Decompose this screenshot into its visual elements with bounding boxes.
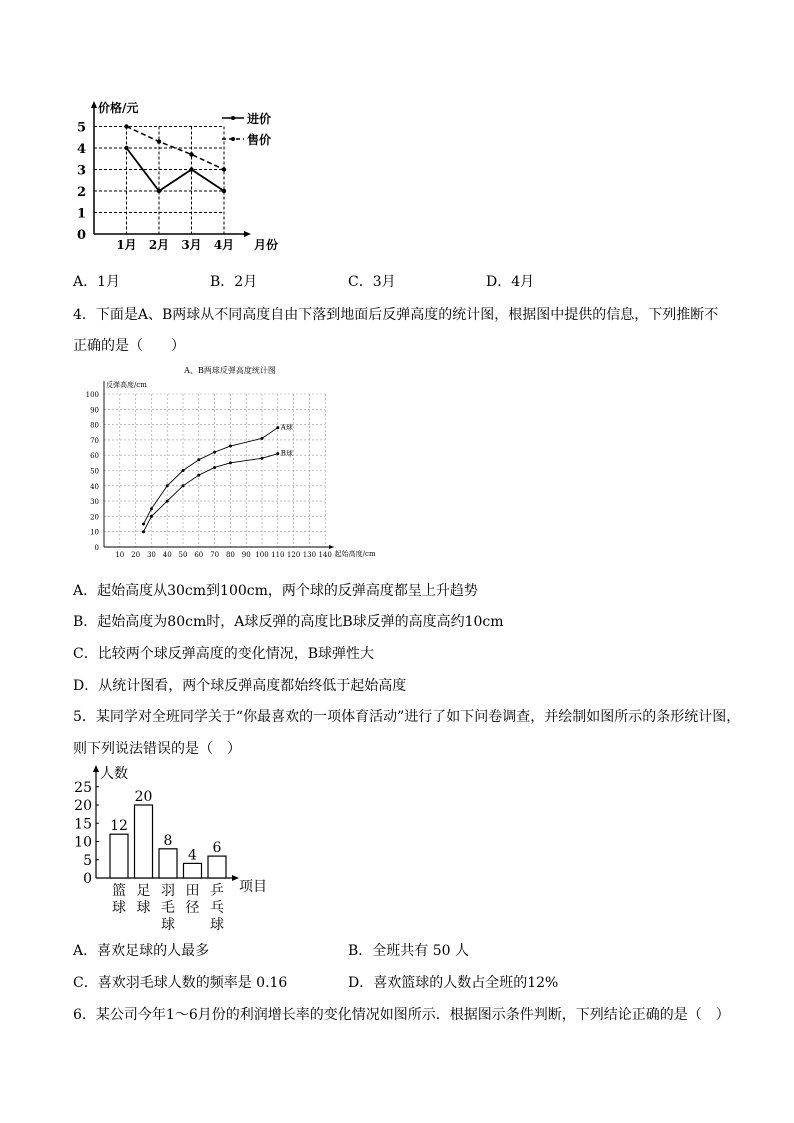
- y-tick-label: 70: [90, 436, 99, 445]
- y-tick-label: 10: [74, 834, 92, 851]
- category-label-char: 毛: [161, 900, 175, 916]
- data-point: [189, 167, 193, 171]
- bar-value-label: 4: [188, 847, 197, 864]
- category-label-char: 篮: [112, 883, 126, 899]
- data-point: [197, 458, 200, 461]
- y-tick-label: 0: [83, 871, 92, 887]
- x-axis-label: 起始高度/cm: [334, 550, 376, 558]
- legend-label-1: 售价: [247, 133, 272, 147]
- category-label-char: 球: [136, 900, 151, 916]
- y-tick-label: 0: [94, 544, 99, 552]
- x-tick-label: 70: [210, 551, 220, 559]
- bar-value-label: 12: [110, 818, 128, 835]
- bar: [110, 834, 128, 878]
- data-point: [261, 437, 264, 440]
- q3-option-c: C．3月: [348, 274, 396, 290]
- y-axis-arrow: [91, 101, 97, 108]
- y-tick-label: 1: [76, 206, 86, 222]
- q5-option-a: A．喜欢足球的人最多: [73, 943, 210, 959]
- bar: [184, 863, 202, 878]
- y-tick-label: 20: [90, 513, 99, 522]
- category-label-char: 田: [185, 883, 200, 899]
- price-line-chart: [70, 96, 290, 260]
- q4-option-a: A．起始高度从30cm到100cm，两个球的反弹高度都呈上升趋势: [73, 583, 478, 599]
- data-point: [213, 466, 216, 469]
- data-point: [222, 189, 226, 193]
- x-axis-arrow: [244, 231, 251, 237]
- y-tick-label: 10: [90, 528, 99, 537]
- data-point: [189, 152, 193, 156]
- legend-label-0: 进价: [247, 112, 272, 126]
- category-label-char: 径: [185, 900, 200, 916]
- y-tick-label: 2: [76, 185, 86, 200]
- q5-option-b: B．全班共有 50 人: [348, 943, 470, 959]
- data-point: [166, 500, 169, 503]
- y-tick-label: 90: [90, 406, 99, 415]
- legend-marker-1: [231, 137, 235, 141]
- y-tick-label: 30: [90, 498, 99, 507]
- q6-stem: 6．某公司今年1～6月份的利润增长率的变化情况如图所示．根据图示条件判断，下列结论正确的是（ ）: [73, 1007, 730, 1023]
- q4-option-d: D．从统计图看，两个球反弹高度都始终低于起始高度: [73, 678, 407, 694]
- category-label-char: 乒: [210, 883, 224, 899]
- x-tick-label: 140: [318, 551, 332, 559]
- x-tick-label: 2月: [148, 238, 170, 252]
- series-label-1: B球: [280, 449, 293, 458]
- x-tick-label: 130: [302, 551, 317, 559]
- q4-option-b: B．起始高度为80cm时，A球反弹的高度比B球反弹的高度高约10cm: [73, 614, 504, 630]
- x-tick-label: 110: [271, 551, 285, 559]
- q5-stem-line2: 则下列说法错误的是（ ）: [73, 741, 241, 757]
- data-point: [222, 167, 226, 171]
- category-label-char: 乓: [210, 900, 224, 916]
- y-tick-label: 4: [76, 142, 86, 157]
- bar: [159, 849, 177, 878]
- category-label-char: 球: [210, 917, 224, 932]
- bar-value-label: 6: [212, 840, 222, 857]
- data-point: [276, 452, 279, 455]
- series-line-0: [144, 428, 278, 524]
- data-point: [150, 515, 153, 518]
- x-tick-label: 120: [286, 551, 301, 559]
- x-axis-arrow: [232, 875, 239, 881]
- y-tick-label: 5: [83, 852, 92, 869]
- x-tick-label: 90: [241, 551, 251, 559]
- y-tick-label: 3: [76, 163, 86, 179]
- chart-title: A、B两球反弹高度统计图: [184, 366, 276, 375]
- x-tick-label: 1月: [116, 238, 137, 252]
- data-point: [276, 426, 279, 429]
- y-axis-arrow: [93, 765, 99, 772]
- q4-stem-line1: 4．下面是A、B两球从不同高度自由下落到地面后反弹高度的统计图，根据图中提供的信息，下列推断不: [73, 307, 719, 323]
- category-label-char: 球: [112, 900, 126, 916]
- y-tick-label: 40: [90, 482, 99, 491]
- q3-option-b: B．2月: [210, 274, 258, 290]
- bar-value-label: 20: [134, 789, 153, 805]
- y-tick-label: 60: [90, 452, 99, 461]
- q5-option-d: D．喜欢篮球的人数占全班的12%: [348, 975, 559, 991]
- bar: [208, 856, 226, 878]
- x-tick-label: 50: [178, 551, 188, 559]
- data-point: [150, 507, 153, 510]
- bar: [135, 805, 153, 878]
- q5-stem-line1: 5．某同学对全班同学关于“你最喜欢的一项体育活动”进行了如下问卷调查，并绘制如图所示的条形统计图，: [73, 709, 741, 725]
- bounce-height-chart: [80, 364, 380, 564]
- x-tick-label: 20: [131, 551, 141, 559]
- legend-marker-0: [231, 116, 235, 120]
- series-line-1: [144, 454, 278, 532]
- y-axis-label: 价格/元: [98, 101, 139, 115]
- data-point: [261, 457, 264, 460]
- series-label-0: A球: [280, 423, 293, 432]
- x-tick-label: 40: [162, 551, 172, 559]
- x-axis-label: 项目: [239, 879, 267, 895]
- q3-option-d: D．4月: [486, 274, 535, 290]
- y-tick-label: 20: [74, 798, 92, 814]
- x-tick-label: 30: [146, 551, 156, 559]
- data-point: [166, 484, 169, 487]
- category-label-char: 羽: [161, 883, 175, 899]
- y-tick-label: 100: [85, 391, 99, 399]
- data-point: [124, 124, 128, 128]
- q5-option-c: C．喜欢羽毛球人数的频率是 0.16: [73, 975, 288, 991]
- x-axis-label: 月份: [254, 238, 279, 252]
- data-point: [197, 474, 200, 477]
- bar-value-label: 8: [163, 832, 173, 849]
- data-point: [229, 445, 232, 448]
- x-tick-label: 60: [194, 551, 204, 559]
- q4-option-c: C．比较两个球反弹高度的变化情况，B球弹性大: [73, 646, 374, 662]
- data-point: [157, 139, 161, 143]
- q4-stem-line2: 正确的是（ ）: [73, 338, 185, 354]
- data-point: [157, 189, 161, 193]
- category-label-char: 足: [136, 883, 151, 899]
- q3-option-a: A．1月: [73, 274, 121, 290]
- y-tick-label: 25: [74, 779, 92, 796]
- data-point: [229, 461, 232, 464]
- y-tick-label: 80: [90, 421, 99, 430]
- x-axis-arrow: [329, 545, 334, 549]
- y-axis-label: 人数: [100, 766, 128, 782]
- x-tick-label: 4月: [213, 238, 235, 252]
- data-point: [182, 469, 185, 472]
- data-point: [142, 530, 145, 533]
- x-tick-label: 80: [225, 551, 235, 559]
- data-point: [124, 146, 128, 150]
- category-label-char: 球: [161, 917, 175, 932]
- x-tick-label: 3月: [181, 238, 202, 252]
- y-tick-label: 15: [74, 816, 92, 833]
- y-tick-label: 5: [76, 120, 86, 136]
- data-point: [182, 484, 185, 487]
- sports-bar-chart: [70, 762, 280, 932]
- data-point: [213, 451, 216, 454]
- x-tick-label: 100: [255, 551, 269, 559]
- data-point: [142, 523, 145, 526]
- y-tick-label: 50: [90, 467, 99, 476]
- x-tick-label: 10: [115, 551, 125, 559]
- y-tick-label: 0: [76, 228, 86, 243]
- y-axis-label: 反弹高度/cm: [106, 381, 147, 389]
